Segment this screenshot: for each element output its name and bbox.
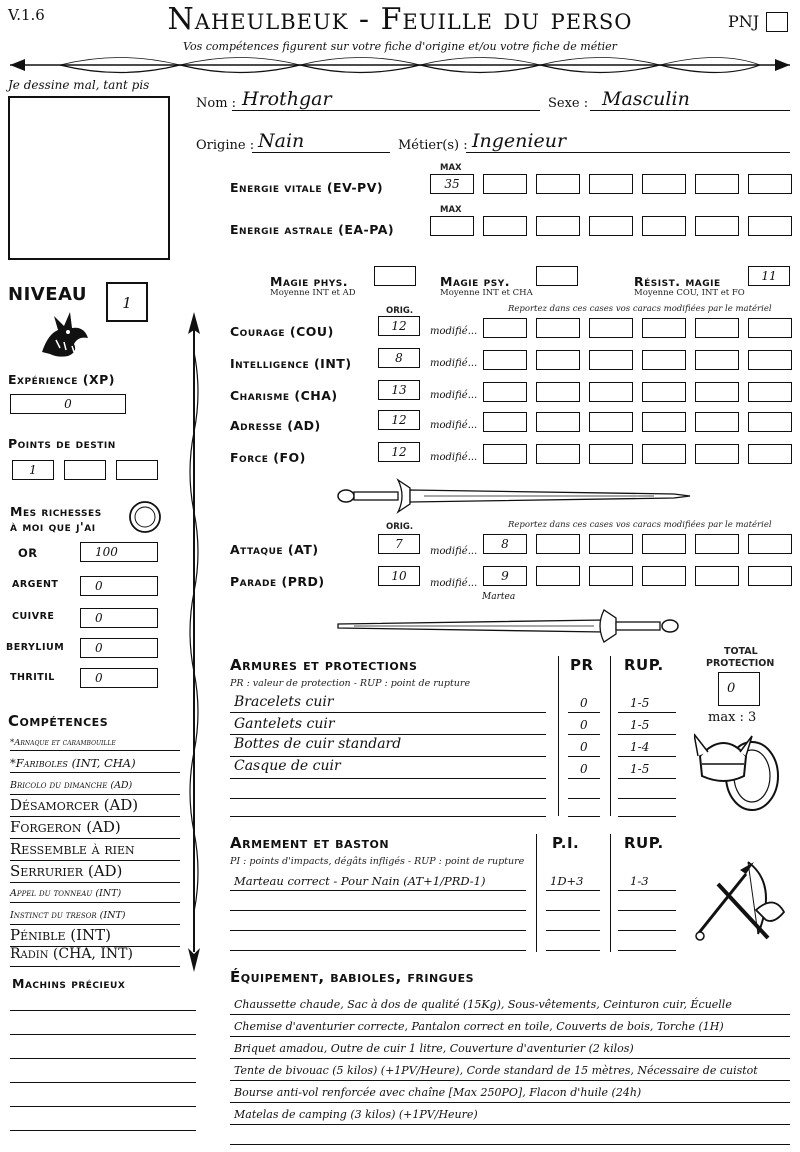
niveau-label: NIVEAU	[8, 284, 87, 305]
stat-ad-mod-2[interactable]	[536, 412, 580, 432]
stat-int-mod-1[interactable]	[483, 350, 527, 370]
stat-int-label: Intelligence (INT)	[230, 356, 352, 371]
skill-11[interactable]: Radin (CHA, INT)	[10, 946, 133, 962]
stat-int-mod-2[interactable]	[536, 350, 580, 370]
skill-4[interactable]: Désamorcer (AD)	[10, 796, 139, 814]
stat-cou-mod-2[interactable]	[536, 318, 580, 338]
stat-ad-label: Adresse (AD)	[230, 418, 321, 433]
stat-fo-label: Force (FO)	[230, 450, 306, 465]
stat-fo-orig[interactable]: 12	[378, 442, 420, 462]
armure-line-6[interactable]	[230, 816, 546, 817]
armures-note: PR : valeur de protection - RUP : point de rupture	[230, 678, 471, 689]
arme-line-2[interactable]	[230, 910, 526, 911]
origine-value[interactable]: Nain	[258, 130, 305, 152]
resist-magie-box[interactable]: 11	[748, 266, 790, 286]
ea-box-6[interactable]	[695, 216, 739, 236]
stat-int-mod-4[interactable]	[642, 350, 686, 370]
stat-cou-mod-5[interactable]	[695, 318, 739, 338]
or-box[interactable]: 100	[80, 542, 158, 562]
stat-cha-orig[interactable]: 13	[378, 380, 420, 400]
stat-ad-mod-label: modifié...	[430, 420, 478, 431]
stat-cou-mod-6[interactable]	[748, 318, 792, 338]
ea-box-4[interactable]	[589, 216, 633, 236]
nom-value[interactable]: Hrothgar	[242, 88, 332, 110]
parade-mod-2[interactable]	[536, 566, 580, 586]
magie-phys-box[interactable]	[374, 266, 416, 286]
stat-fo-mod-label: modifié...	[430, 452, 478, 463]
machins-line-5[interactable]	[10, 1106, 196, 1107]
parade-mod-4[interactable]	[642, 566, 686, 586]
ev-box-5[interactable]	[642, 174, 686, 194]
armement-title: Armement et baston	[230, 834, 390, 852]
arme-1-pi[interactable]: 1D+3	[550, 874, 584, 888]
machins-line-1[interactable]	[10, 1010, 196, 1011]
attaque-mod-label: modifié...	[430, 546, 478, 557]
armure-1-pr[interactable]: 0	[580, 696, 588, 710]
dragon-icon	[34, 304, 94, 360]
competences-label: Compétences	[8, 712, 109, 730]
machins-precieux-label: Machins précieux	[12, 976, 126, 991]
armure-3-name[interactable]: Bottes de cuir standard	[234, 736, 402, 752]
ea-max-box[interactable]	[430, 216, 474, 236]
magie-phys-note: Moyenne INT et AD	[270, 288, 356, 298]
stat-ad-mod-5[interactable]	[695, 412, 739, 432]
thritil-label: THRITIL	[10, 672, 55, 683]
cuivre-box[interactable]: 0	[80, 608, 158, 628]
spear-ornament	[182, 312, 206, 972]
stat-cha-label: Charisme (CHA)	[230, 388, 338, 403]
stat-cha-mod-label: modifié...	[430, 390, 478, 401]
stat-cou-orig[interactable]: 12	[378, 316, 420, 336]
skill-1[interactable]: *Arnaque et carambouille	[10, 738, 116, 748]
or-label: OR	[18, 546, 38, 560]
armure-line-5[interactable]	[230, 798, 546, 799]
machins-line-4[interactable]	[10, 1082, 196, 1083]
armement-note: PI : points d'impacts, dégâts infligés - RUP : point de rupture	[230, 856, 525, 867]
skill-2[interactable]: *Fariboles (INT, CHA)	[10, 756, 136, 770]
equipement-title: Équipement, babioles, fringues	[230, 968, 475, 986]
magie-psy-note: Moyenne INT et CHA	[440, 288, 533, 298]
argent-label: ARGENT	[12, 579, 59, 590]
armures-title: Armures et protections	[230, 656, 418, 674]
ea-max-label: MAX	[440, 205, 462, 215]
xp-label: Expérience (XP)	[8, 372, 116, 387]
sexe-label: Sexe :	[548, 96, 589, 111]
armement-rup-header: RUP.	[624, 834, 664, 852]
stat-ad-mod-4[interactable]	[642, 412, 686, 432]
skill-9[interactable]: Instinct du tresor (INT)	[10, 910, 126, 921]
armures-rup-header: RUP.	[624, 656, 664, 674]
stat-fo-mod-3[interactable]	[589, 444, 633, 464]
helmet-shield-icon	[694, 726, 784, 816]
stat-cou-mod-1[interactable]	[483, 318, 527, 338]
parade-mod-6[interactable]	[748, 566, 792, 586]
ev-box-6[interactable]	[695, 174, 739, 194]
metier-value[interactable]: Ingenieur	[472, 130, 567, 152]
attaque-mod-5[interactable]	[695, 534, 739, 554]
arme-1-rup[interactable]: 1-3	[630, 874, 649, 888]
xp-box[interactable]: 0	[10, 394, 126, 414]
armure-1-name[interactable]: Bracelets cuir	[234, 694, 334, 710]
stat-int-orig[interactable]: 8	[378, 348, 420, 368]
coin-icon	[128, 500, 162, 534]
attaque-mod-6[interactable]	[748, 534, 792, 554]
equipement-line-4[interactable]: Tente de bivouac (5 kilos) (+1PV/Heure), Corde standard de 15 mètres, Nécessaire de cuistot	[234, 1064, 758, 1077]
sword-icon-2	[334, 606, 694, 646]
stat-cou-mod-4[interactable]	[642, 318, 686, 338]
resist-magie-note: Moyenne COU, INT et FO	[634, 288, 745, 298]
total-protection-label-2: PROTECTION	[706, 658, 775, 669]
stat-cou-label: Courage (COU)	[230, 324, 334, 339]
stat-ad-mod-1[interactable]	[483, 412, 527, 432]
parade-mod-label: modifié...	[430, 578, 478, 589]
machins-line-6[interactable]	[10, 1130, 196, 1131]
stats-note: Reportez dans ces cases vos caracs modifiées par le matériel	[508, 304, 772, 314]
stat-fo-mod-6[interactable]	[748, 444, 792, 464]
skill-10[interactable]: Pénible (INT)	[10, 926, 112, 944]
stat-fo-mod-4[interactable]	[642, 444, 686, 464]
combat-orig-label: ORIG.	[386, 522, 414, 532]
total-protection-label-1: TOTAL	[724, 646, 758, 657]
attaque-mod-3[interactable]	[589, 534, 633, 554]
ea-box-3[interactable]	[536, 216, 580, 236]
skill-3[interactable]: Bricolo du dimanche (AD)	[10, 780, 133, 791]
version-label: V.1.6	[8, 6, 45, 24]
arme-line-3[interactable]	[230, 930, 526, 931]
stat-cha-mod-4[interactable]	[642, 382, 686, 402]
page-title: Naheulbeuk - Feuille du perso	[167, 2, 633, 37]
parade-mod-5[interactable]	[695, 566, 739, 586]
portrait-caption: Je dessine mal, tant pis	[8, 78, 150, 92]
armure-1-rup[interactable]: 1-5	[630, 696, 650, 710]
destin-box-1[interactable]: 1	[12, 460, 54, 480]
stats-orig-label: ORIG.	[386, 306, 414, 316]
machins-line-2[interactable]	[10, 1034, 196, 1035]
equipement-line-6[interactable]: Matelas de camping (3 kilos) (+1PV/Heure)	[234, 1108, 478, 1121]
ev-box-7[interactable]	[748, 174, 792, 194]
ea-box-5[interactable]	[642, 216, 686, 236]
skill-5[interactable]: Forgeron (AD)	[10, 818, 121, 836]
combat-note: Reportez dans ces cases vos caracs modifiées par le matériel	[508, 520, 772, 530]
armement-pi-header: P.I.	[552, 834, 580, 852]
combat-mod-note: Martea	[482, 592, 516, 602]
stat-int-mod-3[interactable]	[589, 350, 633, 370]
stat-fo-mod-5[interactable]	[695, 444, 739, 464]
ev-max-label: MAX	[440, 163, 462, 173]
stat-cha-mod-1[interactable]	[483, 382, 527, 402]
page-subtitle: Vos compétences figurent sur votre fiche d'origine et/ou votre fiche de métier	[183, 40, 617, 53]
ev-box-3[interactable]	[536, 174, 580, 194]
destin-box-3[interactable]	[116, 460, 158, 480]
stat-int-mod-6[interactable]	[748, 350, 792, 370]
arme-1-name[interactable]: Marteau correct - Pour Nain (AT+1/PRD-1)	[234, 874, 486, 888]
origine-label: Origine :	[196, 138, 255, 153]
max-protection-note: max : 3	[708, 710, 757, 725]
attaque-mod-1[interactable]: 8	[483, 534, 527, 554]
pnj-checkbox[interactable]	[766, 12, 788, 32]
sword-icon	[334, 476, 694, 516]
destin-box-2[interactable]	[64, 460, 106, 480]
armure-3-pr[interactable]: 0	[580, 740, 588, 754]
skill-8[interactable]: Appel du tonneau (INT)	[10, 888, 122, 899]
stat-cha-mod-2[interactable]	[536, 382, 580, 402]
magie-psy-label: Magie psy.	[440, 274, 510, 289]
ev-max-box[interactable]: 35	[430, 174, 474, 194]
parade-label: Parade (PRD)	[230, 574, 325, 589]
equipement-line-2[interactable]: Chemise d'aventurier correcte, Pantalon correct en toile, Couverts de bois, Torche (1H)	[234, 1020, 724, 1033]
niveau-box[interactable]: 1	[106, 282, 148, 322]
destin-label: Points de destin	[8, 436, 116, 451]
stat-cha-mod-6[interactable]	[748, 382, 792, 402]
armure-2-name[interactable]: Gantelets cuir	[234, 716, 335, 732]
magie-psy-box[interactable]	[536, 266, 578, 286]
total-protection-box[interactable]: 0	[718, 672, 760, 706]
ev-box-4[interactable]	[589, 174, 633, 194]
ev-box-2[interactable]	[483, 174, 527, 194]
resist-magie-label: Résist. magie	[634, 274, 721, 289]
stat-cou-mod-3[interactable]	[589, 318, 633, 338]
skill-6[interactable]: Ressemble à rien	[10, 840, 135, 858]
stat-fo-mod-1[interactable]	[483, 444, 527, 464]
ea-box-7[interactable]	[748, 216, 792, 236]
magie-phys-label: Magie phys.	[270, 274, 349, 289]
metier-label: Métier(s) :	[398, 138, 468, 153]
attaque-mod-4[interactable]	[642, 534, 686, 554]
armure-3-rup[interactable]: 1-4	[630, 740, 650, 754]
armure-4-pr[interactable]: 0	[580, 762, 588, 776]
ea-label: Energie astrale (EA-PA)	[230, 222, 395, 237]
cuivre-label: CUIVRE	[12, 611, 55, 622]
nom-label: Nom :	[196, 96, 237, 111]
portrait-box[interactable]	[8, 96, 170, 260]
weapons-icon	[688, 854, 798, 944]
armure-2-rup[interactable]: 1-5	[630, 718, 650, 732]
arme-line-4[interactable]	[230, 950, 526, 951]
parade-mod-1[interactable]: 9	[483, 566, 527, 586]
attaque-mod-2[interactable]	[536, 534, 580, 554]
berylium-label: BERYLIUM	[6, 642, 65, 653]
equipement-line-7[interactable]	[230, 1144, 790, 1145]
attaque-label: Attaque (AT)	[230, 542, 319, 557]
stat-cou-mod-label: modifié...	[430, 326, 478, 337]
equipement-line-5[interactable]: Bourse anti-vol renforcée avec chaîne [Max 250PO], Flacon d'huile (24h)	[234, 1086, 642, 1099]
attaque-orig[interactable]: 7	[378, 534, 420, 554]
equipement-line-1[interactable]: Chaussette chaude, Sac à dos de qualité (15Kg), Sous-vêtements, Ceinturon cuir, Écuelle	[234, 998, 732, 1011]
equipement-line-3[interactable]: Briquet amadou, Outre de cuir 1 litre, Couverture d'aventurier (2 kilos)	[234, 1042, 634, 1055]
argent-box[interactable]: 0	[80, 576, 158, 596]
parade-orig[interactable]: 10	[378, 566, 420, 586]
parade-mod-3[interactable]	[589, 566, 633, 586]
armures-pr-header: PR	[570, 656, 594, 674]
thritil-box[interactable]: 0	[80, 668, 158, 688]
machins-line-3[interactable]	[10, 1058, 196, 1059]
skill-7[interactable]: Serrurier (AD)	[10, 862, 123, 880]
richesses-label-1: Mes richesses	[10, 504, 102, 519]
stat-cha-mod-3[interactable]	[589, 382, 633, 402]
stat-int-mod-5[interactable]	[695, 350, 739, 370]
armure-2-pr[interactable]: 0	[580, 718, 588, 732]
armure-4-rup[interactable]: 1-5	[630, 762, 650, 776]
pnj-label: PNJ	[728, 12, 760, 31]
berylium-box[interactable]: 0	[80, 638, 158, 658]
stat-ad-orig[interactable]: 12	[378, 410, 420, 430]
ea-box-2[interactable]	[483, 216, 527, 236]
stat-fo-mod-2[interactable]	[536, 444, 580, 464]
stat-cha-mod-5[interactable]	[695, 382, 739, 402]
richesses-label-2: à moi que j'ai	[10, 519, 96, 534]
armure-4-name[interactable]: Casque de cuir	[234, 758, 341, 774]
ev-label: Energie vitale (EV-PV)	[230, 180, 384, 195]
sexe-value[interactable]: Masculin	[602, 88, 690, 110]
stat-int-mod-label: modifié...	[430, 358, 478, 369]
stat-ad-mod-6[interactable]	[748, 412, 792, 432]
stat-ad-mod-3[interactable]	[589, 412, 633, 432]
